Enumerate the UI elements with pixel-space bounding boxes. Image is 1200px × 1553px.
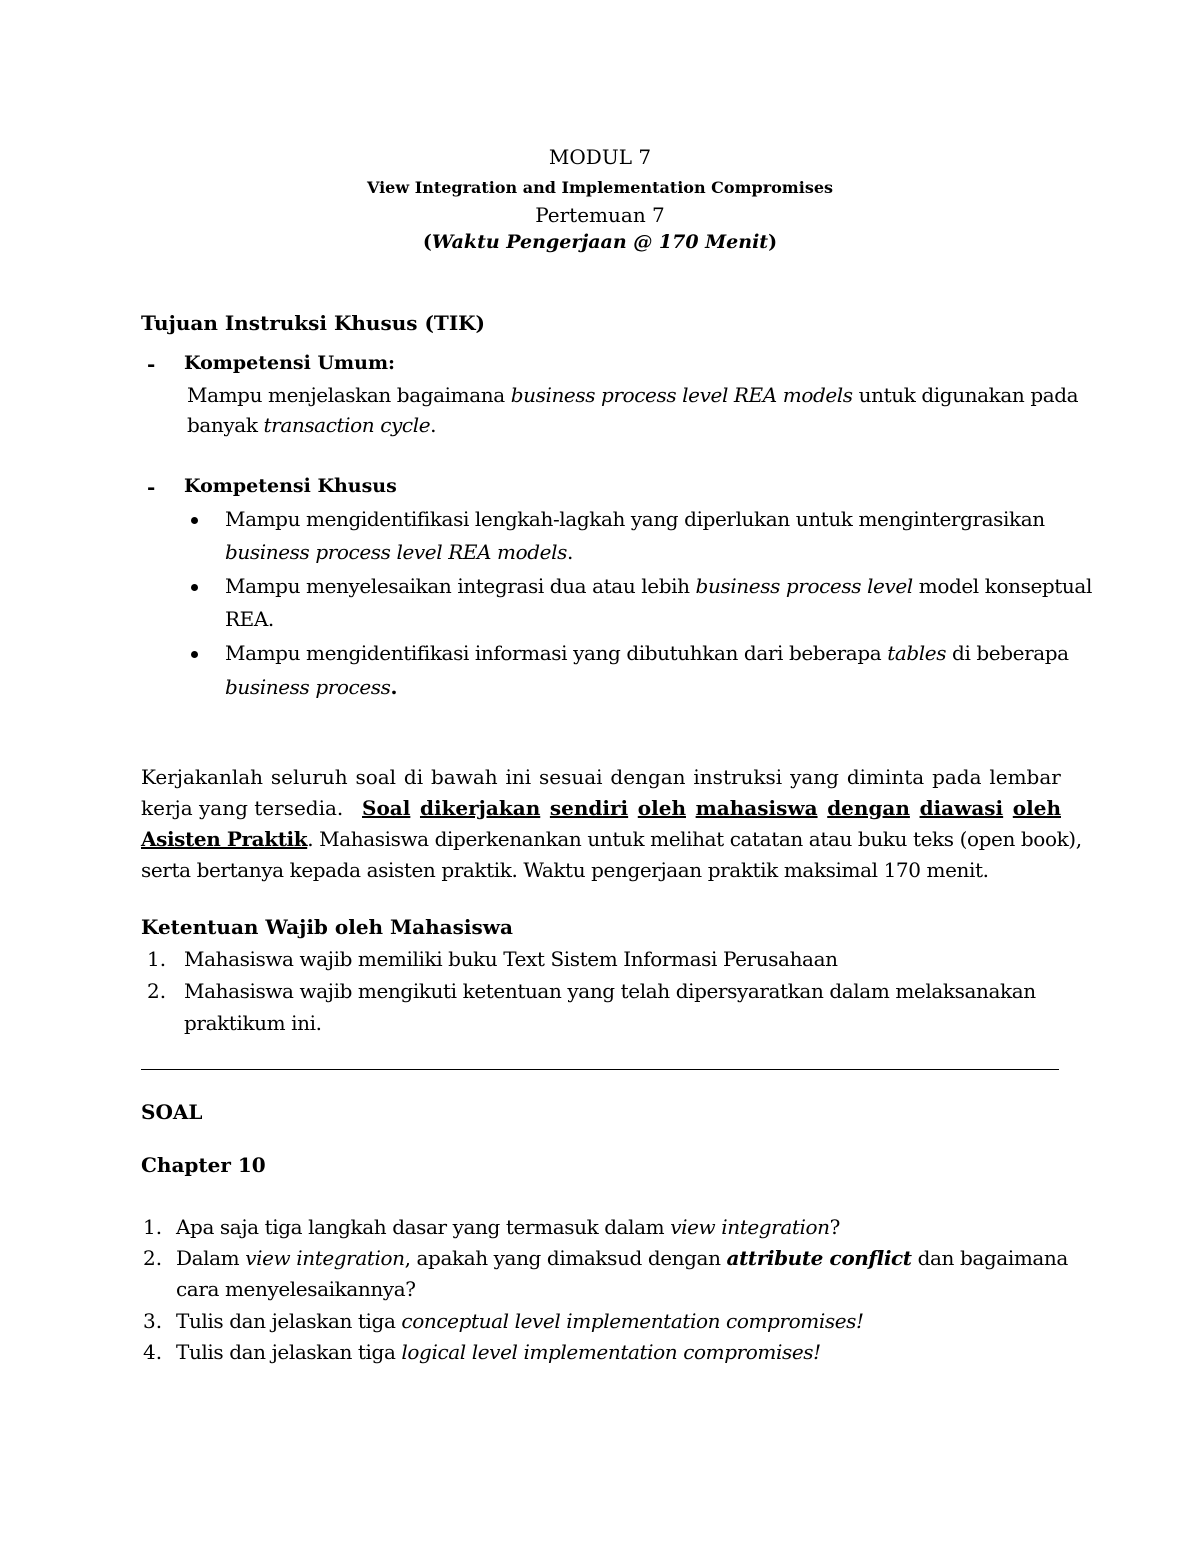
khusus-item-1-line1: Mampu mengidentifikasi lengkah-lagkah yang diperlukan untuk mengintergrasikan: [225, 507, 1045, 531]
instructions-line4: serta bertanya kepada asisten praktik. Waktu pengerjaan praktik maksimal 170 menit.: [141, 858, 989, 882]
bullet-icon: [191, 651, 198, 658]
question-1-text: Apa saja tiga langkah dasar yang termasuk dalam view integration?: [176, 1215, 840, 1239]
module-title: MODUL 7: [548, 145, 652, 169]
khusus-item-3-line2: business process.: [225, 675, 398, 699]
question-3-number: 3.: [143, 1309, 163, 1333]
module-subtitle: View Integration and Implementation Compromises: [366, 178, 834, 197]
question-4-number: 4.: [143, 1340, 163, 1364]
kompetensi-umum-heading: Kompetensi Umum:: [184, 352, 396, 374]
instructions-line2-emphasis: Soal dikerjakan sendiri oleh mahasiswa dengan diawasi oleh: [362, 796, 1061, 820]
khusus-item-2-line2: REA.: [225, 607, 274, 631]
question-2-text-cont: cara menyelesaikannya?: [176, 1277, 416, 1301]
rules-heading: Ketentuan Wajib oleh Mahasiswa: [141, 915, 513, 939]
rules-item-2-text-cont: praktikum ini.: [184, 1011, 322, 1035]
rules-item-2-number: 2.: [147, 979, 167, 1003]
dash-marker: -: [147, 352, 156, 376]
kompetensi-khusus-heading: Kompetensi Khusus: [184, 475, 397, 497]
khusus-item-2-line1: Mampu menyelesaikan integrasi dua atau lebih business process level model konseptual: [225, 574, 1092, 598]
tik-heading: Tujuan Instruksi Khusus (TIK): [141, 311, 486, 335]
rules-item-1-text: Mahasiswa wajib memiliki buku Text Sistem Informasi Perusahaan: [184, 947, 838, 971]
instructions-line3: Asisten Praktik. Mahasiswa diperkenankan untuk melihat catatan atau buku teks (open book),: [141, 827, 1082, 851]
question-4-text: Tulis dan jelaskan tiga logical level implementation compromises!: [176, 1340, 821, 1364]
question-2-number: 2.: [143, 1246, 163, 1270]
kompetensi-umum-text-line2: banyak transaction cycle.: [187, 413, 437, 437]
bullet-icon: [191, 517, 198, 524]
rules-item-1-number: 1.: [147, 947, 167, 971]
question-2-text: Dalam view integration, apakah yang dimaksud dengan attribute conflict dan bagaimana: [176, 1246, 1068, 1270]
bullet-icon: [191, 584, 198, 591]
horizontal-divider: [141, 1069, 1059, 1070]
rules-item-2-text: Mahasiswa wajib mengikuti ketentuan yang telah dipersyaratkan dalam melaksanakan: [184, 979, 1036, 1003]
soal-heading: SOAL: [141, 1100, 203, 1124]
question-3-text: Tulis dan jelaskan tiga conceptual level implementation compromises!: [176, 1309, 864, 1333]
khusus-item-1-line2: business process level REA models.: [225, 540, 573, 564]
instructions-line2-plain: kerja yang tersedia.: [141, 796, 344, 820]
dash-marker: -: [147, 475, 156, 499]
time-label: (Waktu Pengerjaan @ 170 Menit): [422, 231, 778, 253]
chapter-heading: Chapter 10: [141, 1153, 266, 1177]
kompetensi-umum-text-line1: Mampu menjelaskan bagaimana business process level REA models untuk digunakan pada: [187, 383, 1079, 407]
question-1-number: 1.: [143, 1215, 163, 1239]
khusus-item-3-line1: Mampu mengidentifikasi informasi yang dibutuhkan dari beberapa tables di beberapa: [225, 641, 1069, 665]
meeting-label: Pertemuan 7: [535, 203, 665, 227]
instructions-line1: Kerjakanlah seluruh soal di bawah ini sesuai dengan instruksi yang diminta pada lembar: [141, 765, 1061, 789]
